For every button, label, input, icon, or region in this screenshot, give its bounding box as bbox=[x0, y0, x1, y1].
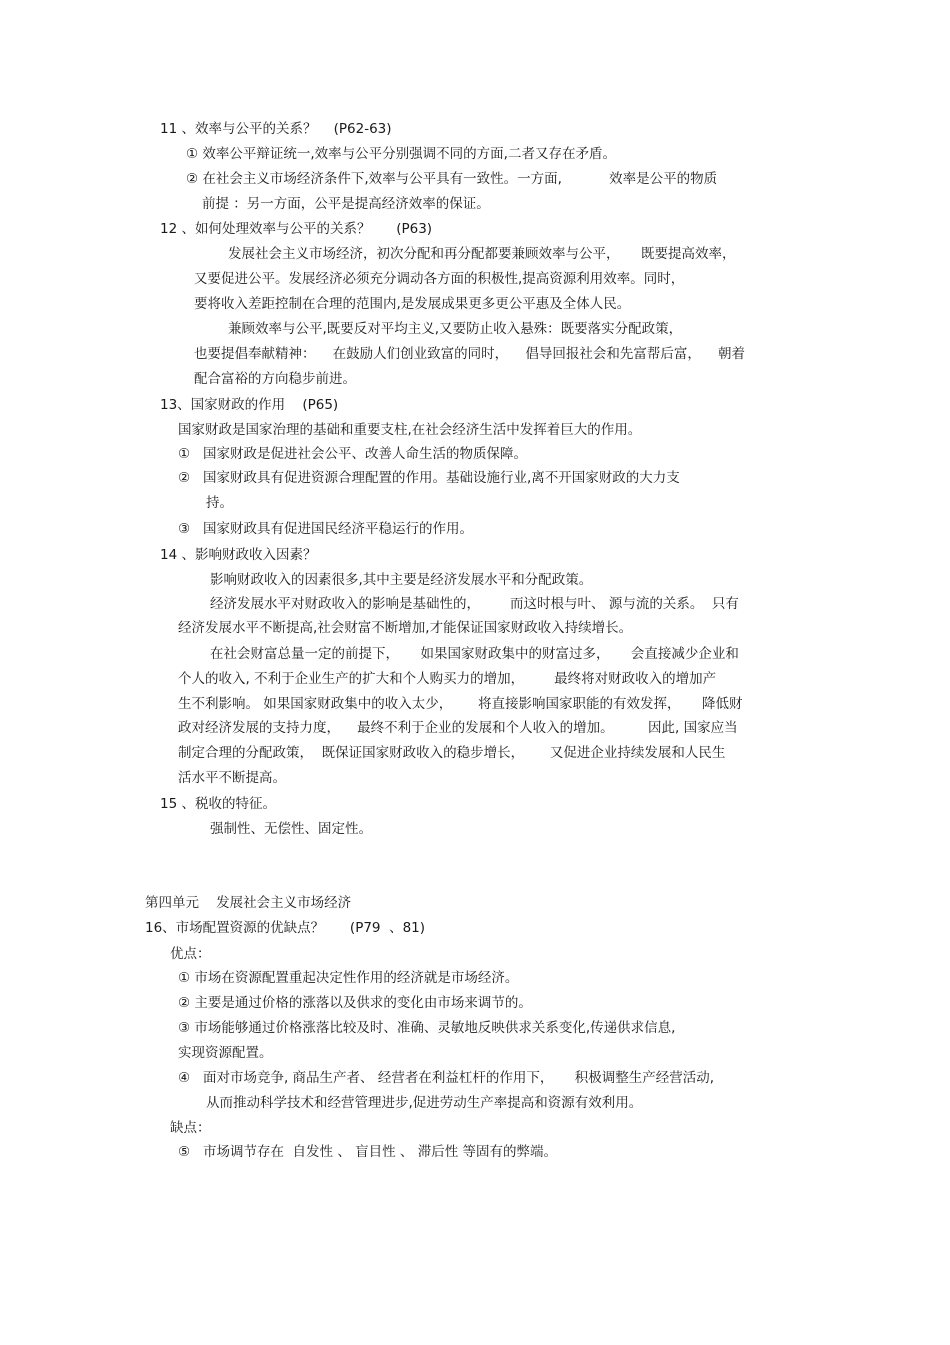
answer-line: 生不利影响。 如果国家财政集中的收入太少， 将直接影响国家职能的有效发挥， 降低财 bbox=[178, 696, 743, 712]
answer-line: 制定合理的分配政策， 既保证国家财政收入的稳步增长， 又促进企业持续发展和人民生 bbox=[178, 745, 726, 761]
answer-line: 经济发展水平不断提高,社会财富不断增加,才能保证国家财政收入持续增长。 bbox=[178, 620, 633, 636]
answer-line: ② 在社会主义市场经济条件下,效率与公平具有一致性。一方面, 效率是公平的物质 bbox=[186, 171, 718, 187]
answer-line: 配合富裕的方向稳步前进。 bbox=[194, 371, 356, 387]
answer-line: 发展社会主义市场经济，初次分配和再分配都要兼顾效率与公平， 既要提高效率， bbox=[228, 246, 736, 262]
answer-line: ② 国家财政具有促进资源合理配置的作用。基础设施行业,离不开国家财政的大力支 bbox=[178, 470, 680, 486]
answer-line: 前提 ：另一方面，公平是提高经济效率的保证。 bbox=[202, 196, 490, 212]
answer-line: 持。 bbox=[206, 495, 233, 511]
answer-line: 政对经济发展的支持力度， 最终不利于企业的发展和个人收入的增加。 因此, 国家应当 bbox=[178, 720, 738, 736]
answer-line: ④ 面对市场竞争, 商品生产者、 经营者在利益杠杆的作用下， 积极调整生产经营活动, bbox=[178, 1070, 715, 1086]
answer-line: 经济发展水平对财政收入的影响是基础性的， 而这时根与叶、 源与流的关系。 只有 bbox=[210, 596, 739, 612]
answer-line: 影响财政收入的因素很多,其中主要是经济发展水平和分配政策。 bbox=[210, 572, 593, 588]
answer-line: ① 国家财政是促进社会公平、改善人命生活的物质保障。 bbox=[178, 446, 527, 462]
answer-line: 实现资源配置。 bbox=[178, 1045, 273, 1061]
answer-line: 强制性、无偿性、固定性。 bbox=[210, 821, 372, 837]
answer-line: ② 主要是通过价格的涨落以及供求的变化由市场来调节的。 bbox=[178, 995, 532, 1011]
question-12-heading: 12 、如何处理效率与公平的关系？ (P63) bbox=[160, 221, 433, 237]
answer-line: 活水平不断提高。 bbox=[178, 770, 286, 786]
answer-line: 在社会财富总量一定的前提下， 如果国家财政集中的财富过多， 会直接减少企业和 bbox=[210, 646, 739, 662]
answer-line: 兼顾效率与公平,既要反对平均主义,又要防止收入悬殊：既要落实分配政策， bbox=[228, 321, 683, 337]
unit-heading: 第四单元 发展社会主义市场经济 bbox=[145, 895, 352, 911]
answer-line: ③ 市场能够通过价格涨落比较及时、准确、灵敏地反映供求关系变化,传递供求信息, bbox=[178, 1020, 676, 1036]
answer-line: 要将收入差距控制在合理的范围内,是发展成果更多更公平惠及全体人民。 bbox=[194, 296, 631, 312]
disadvantages-label: 缺点： bbox=[170, 1120, 211, 1136]
question-14-heading: 14 、影响财政收入因素？ bbox=[160, 547, 317, 563]
question-11-heading: 11 、效率与公平的关系？ (P62-63) bbox=[160, 121, 392, 137]
answer-line: ① 效率公平辩证统一,效率与公平分别强调不同的方面,二者又存在矛盾。 bbox=[186, 146, 616, 162]
answer-line: 国家财政是国家治理的基础和重要支柱,在社会经济生活中发挥着巨大的作用。 bbox=[178, 422, 642, 438]
advantages-label: 优点： bbox=[170, 946, 211, 962]
answer-line: 也要提倡奉献精神： 在鼓励人们创业致富的同时， 倡导回报社会和先富帮后富， 朝着 bbox=[194, 346, 745, 362]
answer-line: ⑤ 市场调节存在 自发性 、 盲目性 、 滞后性 等固有的弊端。 bbox=[178, 1144, 558, 1160]
answer-line: 个人的收入, 不利于企业生产的扩大和个人购买力的增加， 最终将对财政收入的增加产 bbox=[178, 671, 717, 687]
answer-line: ① 市场在资源配置重起决定性作用的经济就是市场经济。 bbox=[178, 970, 519, 986]
answer-line: 从而推动科学技术和经营管理进步,促进劳动生产率提高和资源有效利用。 bbox=[206, 1095, 643, 1111]
answer-line: ③ 国家财政具有促进国民经济平稳运行的作用。 bbox=[178, 521, 473, 537]
question-16-heading: 16、市场配置资源的优缺点？ (P79 、81) bbox=[145, 920, 426, 936]
question-15-heading: 15 、税收的特征。 bbox=[160, 796, 276, 812]
answer-line: 又要促进公平。发展经济必须充分调动各方面的积极性,提高资源利用效率。同时， bbox=[194, 271, 685, 287]
question-13-heading: 13、国家财政的作用 (P65) bbox=[160, 397, 339, 413]
